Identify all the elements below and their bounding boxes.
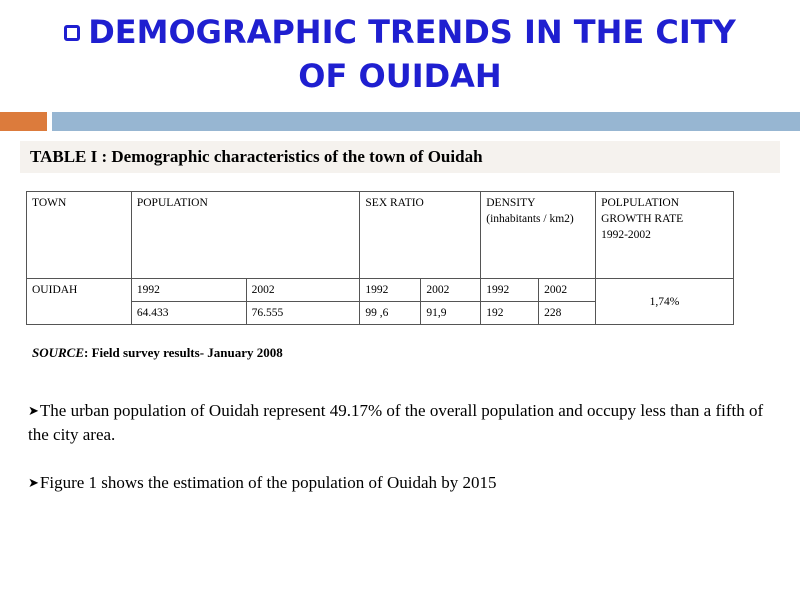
header-town: TOWN bbox=[27, 192, 132, 279]
density-label: DENSITY bbox=[486, 197, 536, 209]
accent-bar-blue bbox=[52, 112, 800, 131]
slide-title bbox=[10, 10, 790, 98]
cell-growth-rate: 1,74% bbox=[596, 279, 734, 325]
cell-population-1992: 64.433 bbox=[131, 302, 246, 325]
cell-year: 2002 bbox=[246, 279, 360, 302]
header-sex-ratio: SEX RATIO bbox=[360, 192, 481, 279]
table-header-row bbox=[27, 192, 734, 279]
cell-town: OUIDAH bbox=[27, 279, 132, 325]
source-text: : Field survey results- January 2008 bbox=[84, 345, 283, 360]
table-row-years bbox=[27, 279, 734, 302]
header-growth-rate bbox=[596, 192, 734, 279]
paragraph-2 bbox=[28, 471, 778, 495]
source-note bbox=[32, 345, 283, 361]
arrow-bullet-icon: ➤ bbox=[28, 403, 39, 418]
accent-bar-orange bbox=[0, 112, 47, 131]
cell-year: 1992 bbox=[481, 279, 539, 302]
cell-density-1992: 192 bbox=[481, 302, 539, 325]
cell-year: 2002 bbox=[539, 279, 596, 302]
paragraph-1-text: The urban population of Ouidah represent 49.17% of the overall population and occupy less than a fifth of the city area. bbox=[28, 401, 764, 444]
growth-label-2: GROWTH RATE bbox=[601, 213, 684, 225]
cell-population-2002: 76.555 bbox=[246, 302, 360, 325]
paragraph-1 bbox=[28, 399, 778, 447]
title-line-2: OF OUIDAH bbox=[298, 57, 502, 95]
cell-sex-ratio-1992: 99 ,6 bbox=[360, 302, 421, 325]
cell-year: 1992 bbox=[360, 279, 421, 302]
density-unit: (inhabitants / km2) bbox=[486, 213, 574, 225]
header-population: POPULATION bbox=[131, 192, 360, 279]
cell-year: 1992 bbox=[131, 279, 246, 302]
title-text-1: DEMOGRAPHIC TRENDS IN THE CITY bbox=[88, 13, 736, 51]
arrow-bullet-icon: ➤ bbox=[28, 475, 39, 490]
header-density bbox=[481, 192, 596, 279]
table-caption: TABLE I : Demographic characteristics of the town of Ouidah bbox=[20, 141, 780, 173]
checkbox-bullet-icon bbox=[64, 25, 80, 41]
demographic-table bbox=[26, 191, 734, 325]
cell-sex-ratio-2002: 91,9 bbox=[421, 302, 481, 325]
paragraph-2-text: Figure 1 shows the estimation of the population of Ouidah by 2015 bbox=[39, 473, 497, 492]
growth-label-3: 1992-2002 bbox=[601, 229, 651, 241]
source-label: SOURCE bbox=[32, 345, 85, 360]
cell-density-2002: 228 bbox=[539, 302, 596, 325]
growth-label-1: POLPULATION bbox=[601, 197, 680, 209]
title-line-1 bbox=[10, 10, 790, 54]
cell-year: 2002 bbox=[421, 279, 481, 302]
